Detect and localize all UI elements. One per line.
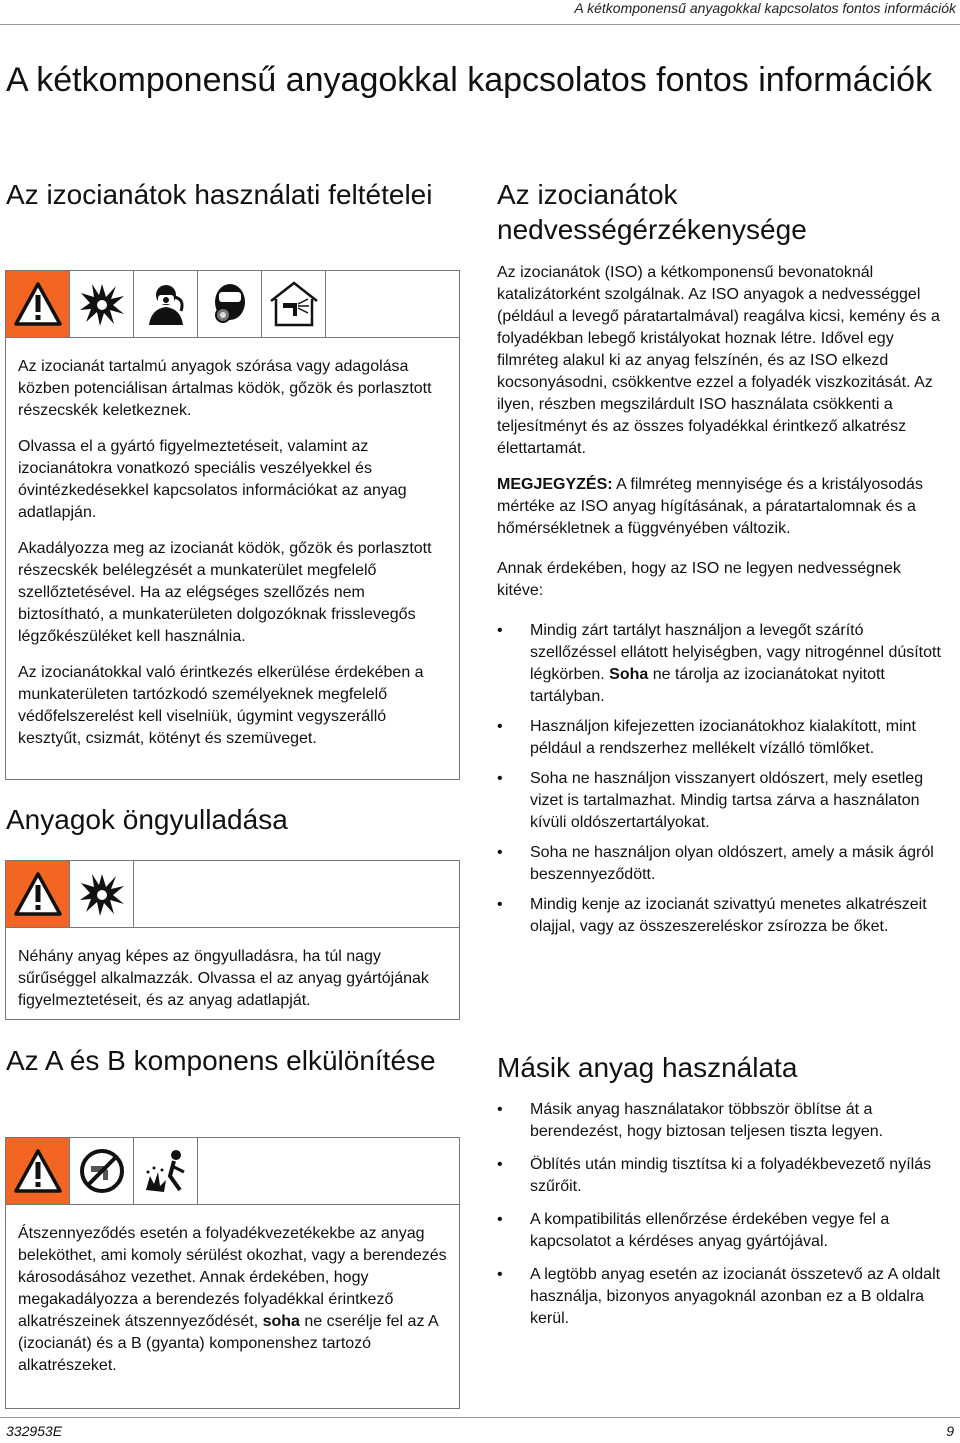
other-material-bullet-list bbox=[497, 1099, 947, 1330]
self-ignition-icon-row bbox=[6, 861, 459, 928]
respirator-person-icon bbox=[134, 271, 198, 337]
separation-text-before: Átszennyeződés esetén a folyadékvezetékekbe az anyag beleköthet, ami komoly sérülést okozhat, vagy a berendezés károsodásához vezethet. Annak érdekében, hogy megakadályozza a berendezés folyadékkal érintkező alkatrészeinek átszennyeződését, bbox=[18, 1225, 447, 1330]
other-material-heading: Másik anyag használata bbox=[497, 1052, 798, 1083]
header-rule bbox=[0, 24, 960, 25]
list-item: • Használjon kifejezetten izocianátokhoz kialakított, mint például a rendszerhez mellékelt vízálló tömlőket. bbox=[497, 716, 947, 760]
iso-conditions-paragraph-1: Az izocianát tartalmú anyagok szórása vagy adagolása közben potenciálisan ártalmas ködök, gőzök és porlasztott részecskék keletkeznek. bbox=[18, 358, 432, 419]
warning-triangle-icon bbox=[6, 861, 70, 927]
warning-triangle-icon bbox=[6, 271, 70, 337]
separation-text-after: ne cserélje fel az A (izocianát) és a B (gyanta) komponenshez tartozó alkatrészeket. bbox=[18, 1313, 438, 1374]
bullet-1-bold: Soha bbox=[609, 666, 649, 683]
iso-conditions-paragraph-4: Az izocianátokkal való érintkezés elkerülése érdekében a munkaterületen tartózkodó személyeknek megfelelő védőfelszerelést kell viselniük, úgymint vegyszerálló kesztyűt, csizmát, kötényt és szemüveget. bbox=[18, 664, 424, 747]
self-ignition-paragraph: Néhány anyag képes az öngyulladásra, ha túl nagy sűrűséggel alkalmazzák. Olvassa el az anyag gyártójának figyelmeztetéseit, és az anyag adatlapját. bbox=[18, 948, 429, 1009]
full-face-mask-icon bbox=[198, 271, 262, 337]
page-title: A kétkomponensű anyagokkal kapcsolatos fontos információk bbox=[6, 61, 933, 99]
iso-conditions-heading: Az izocianátok használati feltételei bbox=[6, 179, 433, 210]
empty-icon-cell bbox=[326, 271, 459, 337]
ventilation-spray-house-icon bbox=[262, 271, 326, 337]
empty-icon-cell bbox=[134, 861, 459, 927]
moisture-section bbox=[497, 262, 947, 946]
self-ignition-warning-box bbox=[5, 860, 460, 1020]
list-item: • Másik anyag használatakor többször öblítse át a berendezést, hogy biztosan teljesen tiszta legyen. bbox=[497, 1099, 947, 1143]
moisture-paragraph-1: Az izocianátok (ISO) a kétkomponensű bevonatoknál katalizátorként szolgálnak. Az ISO anyagok a nedvességgel (például a levegő páratartalmával) reagálva kicsi, kemény és a folyadékban lebegő kristályokat hoznak létre. Idővel egy filmréteg alakul ki az anyag felszínén, és az ISO elkezd kocsonyásodni, csökkentve ezzel a folyadék viszkozitását. Az ilyen, részben megszilárdult ISO használata csökkenti a teljesítményt és az összes folyadékkal érintkező alkatrész élettartamát. bbox=[497, 264, 940, 457]
list-item: • Öblítés után mindig tisztítsa ki a folyadékbevezető nyílás szűrőit. bbox=[497, 1154, 947, 1198]
note-text: A filmréteg mennyisége és a kristályosodás mértéke az ISO anyag hígításának, a páratartalomnak és a hőmérsékletnek a függvényében változik. bbox=[497, 476, 923, 537]
note-label: MEGJEGYZÉS: bbox=[497, 476, 613, 493]
list-item: • Soha ne használjon visszanyert oldószert, mely esetleg vizet is tartalmazhat. Mindig tartsa zárva a használaton kívüli oldószertartályokat. bbox=[497, 768, 947, 834]
page-number: 9 bbox=[946, 1423, 954, 1439]
running-header: A kétkomponensű anyagokkal kapcsolatos fontos információk bbox=[574, 0, 956, 16]
separation-icon-row bbox=[6, 1138, 459, 1205]
document-number: 332953E bbox=[6, 1423, 63, 1439]
separation-text-bold: soha bbox=[262, 1313, 300, 1330]
footer-rule bbox=[0, 1417, 960, 1418]
warning-triangle-icon bbox=[6, 1138, 70, 1204]
list-item bbox=[497, 620, 947, 708]
separation-heading: Az A és B komponens elkülönítése bbox=[6, 1045, 436, 1076]
moisture-bullet-list bbox=[497, 620, 947, 938]
bullet-1-before: Mindig zárt tartályt használjon a levegőt szárító szellőzéssel ellátott helyiségben, vagy nitrogénnel dúsított légkörben. bbox=[530, 622, 941, 683]
list-item: • A kompatibilitás ellenőrzése érdekében vegye fel a kapcsolatot a kérdéses anyag gyártójával. bbox=[497, 1209, 947, 1253]
separation-paragraph bbox=[18, 1223, 447, 1377]
iso-conditions-paragraph-2: Olvassa el a gyártó figyelmeztetéseit, valamint az izocianátokra vonatkozó speciális veszélyekkel és óvintézkedésekkel kapcsolatos információkat az anyag adatlapján. bbox=[18, 438, 407, 521]
iso-conditions-warning-box bbox=[5, 270, 460, 780]
other-material-section bbox=[497, 1099, 947, 1341]
explosion-burst-icon bbox=[70, 861, 134, 927]
explosion-burst-icon bbox=[70, 271, 134, 337]
iso-conditions-icon-row bbox=[6, 271, 459, 338]
self-ignition-heading: Anyagok öngyulladása bbox=[6, 804, 288, 835]
separation-warning-box bbox=[5, 1137, 460, 1409]
moisture-heading: Az izocianátok nedvességérzékenysége bbox=[497, 179, 807, 245]
list-item: • Soha ne használjon olyan oldószert, amely a másik ágról beszennyeződött. bbox=[497, 842, 947, 886]
moisture-note bbox=[497, 474, 947, 540]
empty-icon-cell bbox=[198, 1138, 459, 1204]
bullet-1-after: ne tárolja az izocianátokat nyitott tartályban. bbox=[530, 666, 885, 705]
no-spray-prohibition-icon bbox=[70, 1138, 134, 1204]
fluid-splash-injury-icon bbox=[134, 1138, 198, 1204]
list-item: • Mindig kenje az izocianát szivattyú menetes alkatrészeit olajjal, vagy az összeszereléskor zsírozza be őket. bbox=[497, 894, 947, 938]
iso-conditions-paragraph-3: Akadályozza meg az izocianát ködök, gőzök és porlasztott részecskék belélegzését a munkaterület megfelelő szellőztetésével. Ha az elégséges szellőzés nem biztosítható, a munkaterületen dolgozóknak frisslevegős légzőkészüléket kell használnia. bbox=[18, 540, 432, 645]
moisture-paragraph-3: Annak érdekében, hogy az ISO ne legyen nedvességnek kitéve: bbox=[497, 560, 901, 599]
list-item: • A legtöbb anyag esetén az izocianát összetevő az A oldalt használja, bizonyos anyagoknál azonban ez a B oldalra kerül. bbox=[497, 1264, 947, 1330]
